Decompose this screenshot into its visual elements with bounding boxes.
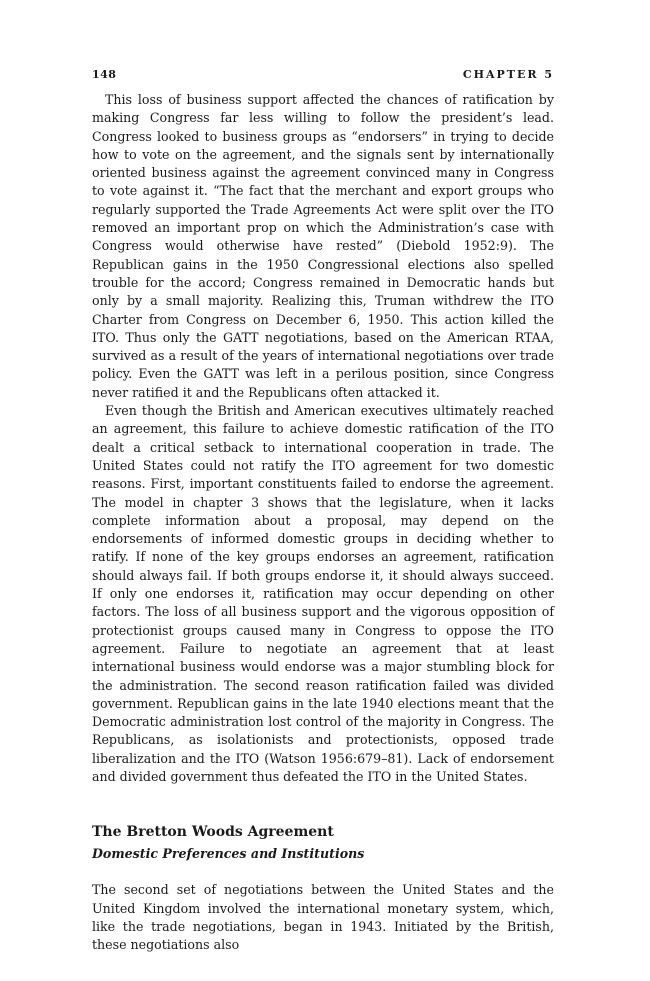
book-page (92, 68, 554, 954)
running-head (92, 68, 554, 81)
body-paragraph-3: The second set of negotiations between the United States and the United Kingdom involved the international monetary system, which, like the trade negotiations, began in 1943. Initiated by the British, these negotiations also (92, 882, 554, 953)
section-heading: The Bretton Woods Agreement (92, 824, 334, 841)
subsection-heading: Domestic Preferences and Institutions (92, 846, 365, 862)
body-paragraph-1: This loss of business support affected the chances of ratification by making Congress far less willing to follow the president’s lead. Congress looked to business groups as “endorsers” in trying to decide how to vote on the agreement, and the signals sent by internationally oriented business against the agreement convinced many in Congress to vote against it. “The fact that the merchant and export groups who regularly supported the Trade Agreements Act were split over the ITO removed an important prop on which the Administration’s case with Congress would otherwise have rested” (Diebold 1952:9). The Republican gains in the 1950 Congressional elections also spelled trouble for the accord; Congress remained in Democratic hands but only by a small majority. Realizing this, Truman withdrew the ITO Charter from Congress on December 6, 1950. This action killed the ITO. Thus only the GATT negotiations, based on the American RTAA, survived as a result of the years of international negotiations over trade policy. Even the GATT was left in a perilous position, since Congress never ratified it and the Republicans often attacked it. (92, 92, 554, 400)
chapter-label: CHAPTER 5 (462, 68, 554, 81)
body-paragraph-2: Even though the British and American executives ultimately reached an agreement, this failure to achieve domestic ratification of the ITO dealt a critical setback to international cooperation in trade. The United States could not ratify the ITO agreement for two domestic reasons. First, important constituents failed to endorse the agreement. The model in chapter 3 shows that the legislature, when it lacks complete information about a proposal, may depend on the endorsements of informed domestic groups in deciding whether to ratify. If none of the key groups endorses an agreement, ratification should always fail. If both groups endorse it, it should always succeed. If only one endorses it, ratification may occur depending on other factors. The loss of all business support and the vigorous opposition of protectionist groups caused many in Congress to oppose the ITO agreement. Failure to negotiate an agreement that at least international business would endorse was a major stumbling block for the administration. The second reason ratification failed was divided government. Republican gains in the late 1940 elections meant that the Democratic administration lost control of the majority in Congress. The Republicans, as isolationists and protectionists, opposed trade liberalization and the ITO (Watson 1956:679–81). Lack of endorsement and divided government thus defeated the ITO in the United States. (92, 403, 554, 784)
page-number: 148 (92, 68, 117, 81)
